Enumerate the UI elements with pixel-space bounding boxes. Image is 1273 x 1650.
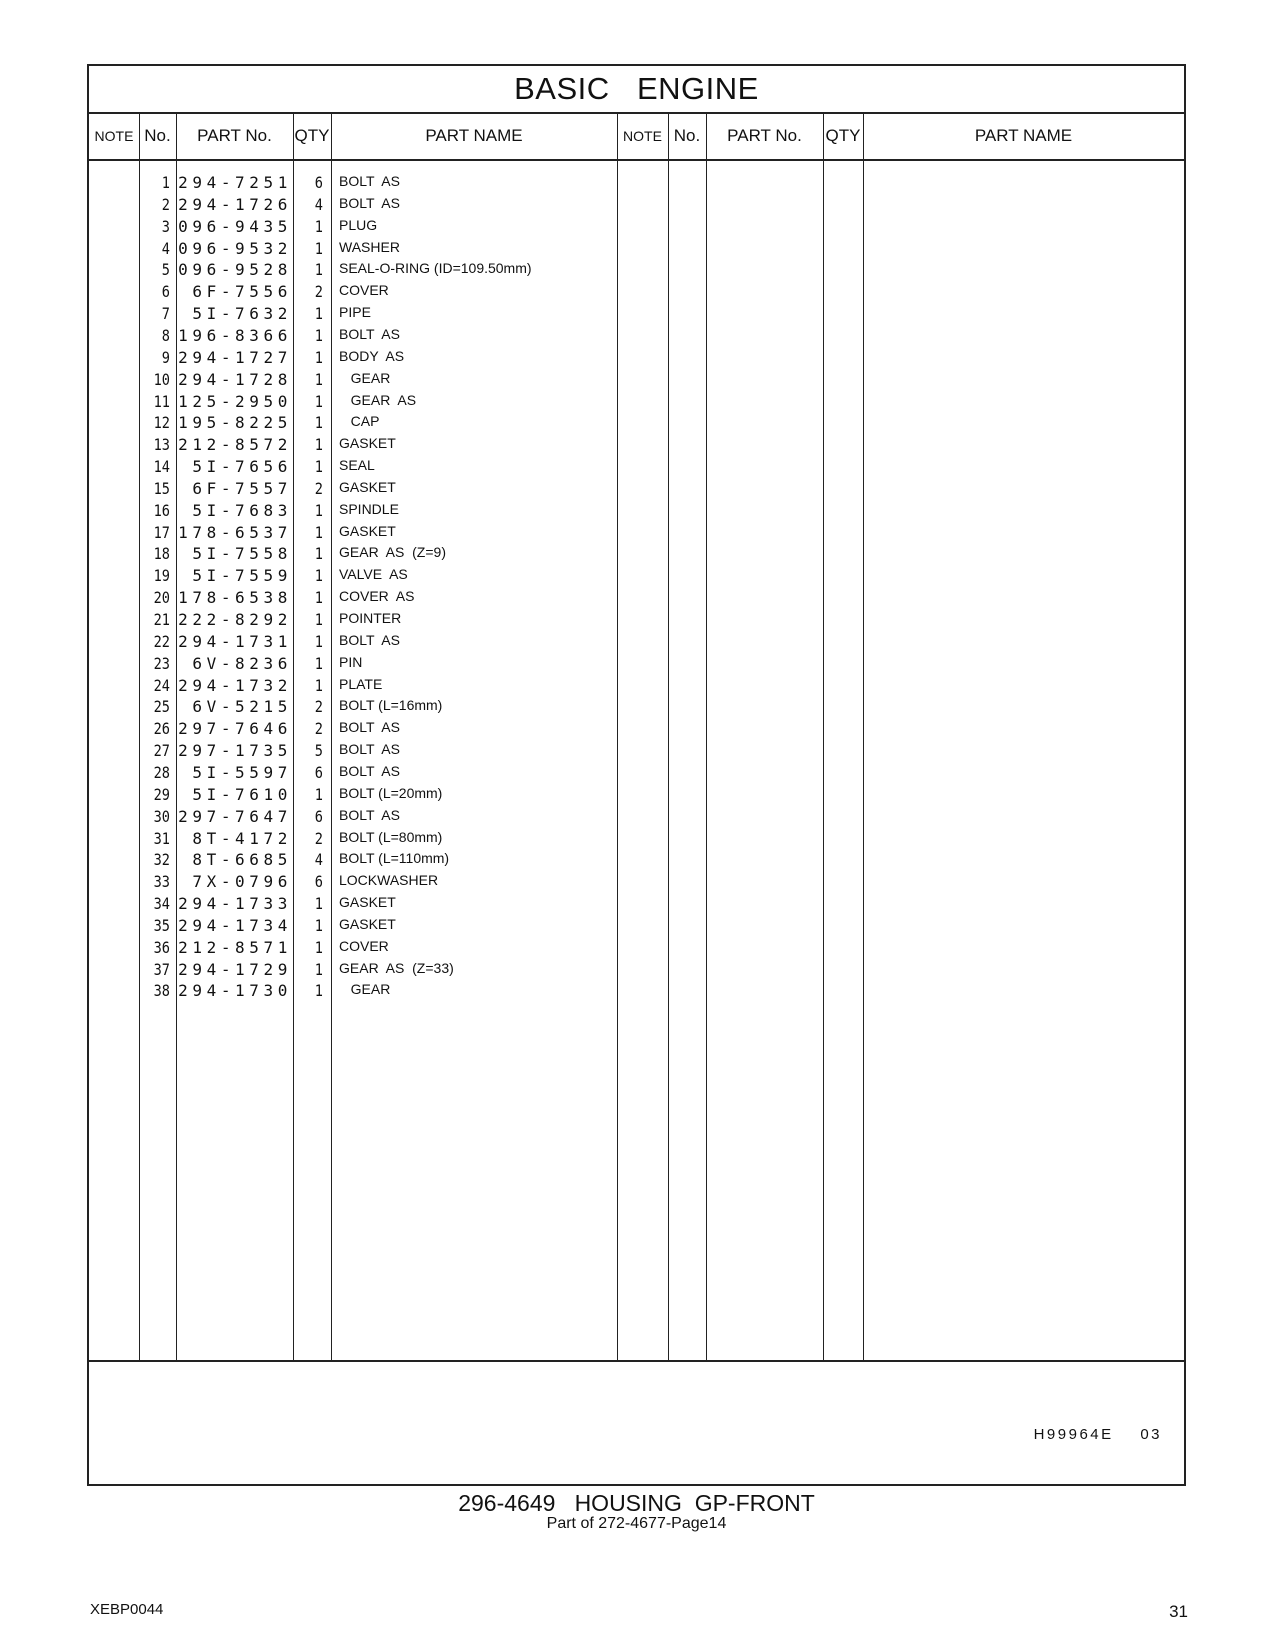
- table-row: [89, 171, 649, 194]
- part-name: BOLT AS: [339, 719, 400, 736]
- quantity: 1: [314, 304, 323, 324]
- part-name: COVER AS: [339, 588, 415, 605]
- part-number: 5I-7683: [192, 500, 292, 520]
- part-number: 6V-8236: [192, 653, 292, 673]
- part-name: GEAR AS: [339, 391, 417, 408]
- parts-table: [87, 64, 1186, 1486]
- table-row: [89, 739, 649, 762]
- header-note-left: NOTE: [94, 127, 134, 144]
- quantity: 1: [314, 588, 323, 608]
- quantity: 1: [314, 238, 323, 258]
- part-name: PLUG: [339, 216, 378, 233]
- quantity: 6: [314, 806, 323, 826]
- item-number: 32: [153, 850, 170, 870]
- table-row: [89, 783, 649, 806]
- part-number: 6F-7556: [192, 282, 292, 302]
- table-row: [89, 958, 649, 981]
- table-row: [89, 586, 649, 609]
- part-number: 222-8292: [178, 610, 292, 629]
- quantity: 4: [314, 194, 323, 214]
- parts-list: [89, 159, 1184, 1360]
- part-number: 6V-5215: [192, 697, 292, 717]
- quantity: 1: [314, 522, 323, 542]
- part-number: 212-8572: [178, 435, 292, 455]
- quantity: 1: [314, 894, 323, 914]
- publication-number: XEBP0044: [90, 1601, 164, 1618]
- part-name: COVER: [339, 937, 389, 954]
- table-footer-rule: [89, 1360, 1184, 1362]
- header-partno-left: PART No.: [197, 125, 272, 145]
- table-row: [89, 564, 649, 587]
- item-number: 7: [161, 304, 170, 324]
- item-number: 24: [153, 675, 170, 695]
- table-row: [89, 499, 649, 522]
- header-partno-right: PART No.: [727, 125, 802, 145]
- header-no-right: No.: [673, 125, 701, 145]
- part-name: BOLT (L=80mm): [339, 828, 443, 845]
- part-name: LOCKWASHER: [339, 872, 439, 889]
- quantity: 1: [314, 937, 323, 957]
- table-row: [89, 346, 649, 369]
- table-row: [89, 368, 649, 391]
- part-number: 5I-7559: [192, 566, 292, 586]
- table-row: [89, 411, 649, 434]
- table-row: [89, 280, 649, 303]
- item-number: 6: [161, 282, 170, 302]
- item-number: 3: [161, 216, 170, 236]
- table-row: [89, 193, 649, 216]
- document-code: H99964E 03: [1033, 1426, 1162, 1443]
- part-name: BOLT AS: [339, 325, 400, 342]
- quantity: 2: [314, 828, 323, 848]
- table-row: [89, 630, 649, 653]
- part-number: 297-7647: [178, 806, 292, 826]
- table-row: [89, 827, 649, 850]
- part-name: SEAL-O-RING (ID=109.50mm): [339, 260, 532, 277]
- quantity: 1: [314, 457, 323, 477]
- part-number: 125-2950: [178, 391, 292, 411]
- part-number: 294-1726: [178, 194, 292, 214]
- part-name: PIPE: [339, 304, 371, 321]
- item-number: 1: [161, 173, 170, 192]
- part-number: 196-8366: [178, 325, 292, 345]
- caption-title: 296-4649 HOUSING GP-FRONT: [458, 1490, 815, 1516]
- quantity: 1: [314, 915, 323, 935]
- table-row: [89, 870, 649, 893]
- part-name: GEAR AS (Z=33): [339, 959, 454, 976]
- part-number: 294-1727: [178, 347, 292, 367]
- part-number: 7X-0796: [192, 872, 292, 892]
- item-number: 15: [153, 478, 170, 498]
- item-number: 17: [153, 522, 170, 542]
- table-row: [89, 215, 649, 238]
- quantity: 1: [314, 566, 323, 586]
- part-number: 096-9532: [178, 238, 292, 258]
- header-qty-right: QTY: [825, 125, 861, 145]
- page-number: 31: [1169, 1602, 1188, 1621]
- header-partname-right: PART NAME: [974, 125, 1073, 145]
- item-number: 35: [153, 915, 170, 935]
- part-name: BOLT AS: [339, 806, 400, 823]
- table-row: [89, 761, 649, 784]
- item-number: 19: [153, 566, 170, 586]
- quantity: 4: [314, 850, 323, 870]
- quantity: 1: [314, 631, 323, 651]
- table-row: [89, 892, 649, 915]
- part-number: 096-9528: [178, 260, 292, 280]
- part-name: BODY AS: [339, 347, 405, 364]
- quantity: 2: [314, 282, 323, 302]
- part-number: 8T-6685: [192, 850, 292, 870]
- item-number: 16: [153, 500, 170, 520]
- quantity: 1: [314, 369, 323, 389]
- quantity: 1: [314, 675, 323, 695]
- part-name: BOLT (L=16mm): [339, 697, 443, 714]
- header-partname-left: PART NAME: [425, 125, 523, 145]
- table-row: [89, 608, 649, 631]
- quantity: 1: [314, 784, 323, 804]
- part-number: 294-1732: [178, 675, 292, 695]
- item-number: 27: [153, 741, 170, 761]
- item-number: 23: [153, 653, 170, 673]
- part-number: 294-1730: [178, 981, 292, 1001]
- item-number: 5: [161, 260, 170, 280]
- table-row: [89, 936, 649, 959]
- part-name: SPINDLE: [339, 500, 399, 517]
- part-name: BOLT (L=20mm): [339, 784, 443, 801]
- quantity: 2: [314, 719, 323, 739]
- item-number: 2: [161, 194, 170, 214]
- item-number: 18: [153, 544, 170, 564]
- part-name: BOLT AS: [339, 741, 400, 758]
- table-row: [89, 477, 649, 500]
- table-row: [89, 695, 649, 718]
- header-no-left: No.: [144, 125, 171, 145]
- part-number: 294-1733: [178, 894, 292, 914]
- item-number: 20: [153, 588, 170, 608]
- part-number: 5I-7632: [192, 304, 292, 324]
- item-number: 31: [153, 828, 170, 848]
- item-number: 12: [153, 413, 170, 433]
- quantity: 6: [314, 872, 323, 892]
- quantity: 1: [314, 500, 323, 520]
- part-number: 297-7646: [178, 719, 292, 739]
- header-row: [89, 112, 1184, 161]
- quantity: 1: [314, 435, 323, 455]
- part-number: 294-1731: [178, 631, 292, 651]
- table-row: [89, 914, 649, 937]
- part-name: CAP: [339, 413, 380, 430]
- part-name: BOLT AS: [339, 173, 400, 189]
- part-number: 6F-7557: [192, 478, 292, 498]
- quantity: 1: [314, 653, 323, 673]
- part-name: GASKET: [339, 915, 396, 932]
- table-row: [89, 979, 649, 1002]
- item-number: 28: [153, 762, 170, 782]
- item-number: 30: [153, 806, 170, 826]
- part-number: 8T-4172: [192, 828, 292, 848]
- item-number: 9: [161, 347, 170, 367]
- item-number: 11: [153, 391, 170, 411]
- table-row: [89, 433, 649, 456]
- part-name: PIN: [339, 653, 363, 670]
- quantity: 1: [314, 959, 323, 979]
- item-number: 36: [153, 937, 170, 957]
- part-name: VALVE AS: [339, 566, 408, 583]
- quantity: 1: [314, 216, 323, 236]
- item-number: 4: [161, 238, 170, 258]
- item-number: 13: [153, 435, 170, 455]
- quantity: 6: [314, 762, 323, 782]
- part-number: 5I-7656: [192, 457, 292, 477]
- quantity: 1: [314, 981, 323, 1001]
- part-name: BOLT AS: [339, 631, 400, 648]
- item-number: 14: [153, 457, 170, 477]
- part-number: 294-1728: [178, 369, 292, 389]
- part-name: POINTER: [339, 610, 402, 626]
- part-number: 294-1729: [178, 959, 292, 979]
- part-name: COVER: [339, 282, 389, 299]
- item-number: 22: [153, 631, 170, 651]
- part-name: GASKET: [339, 435, 396, 452]
- part-number: 294-7251: [178, 173, 292, 192]
- item-number: 25: [153, 697, 170, 717]
- part-name: GEAR: [339, 981, 391, 998]
- part-number: 178-6538: [178, 588, 292, 608]
- header-qty-left: QTY: [294, 125, 330, 145]
- table-row: [89, 258, 649, 281]
- table-row: [89, 805, 649, 828]
- item-number: 34: [153, 894, 170, 914]
- table-row: [89, 652, 649, 675]
- part-number: 195-8225: [178, 413, 292, 433]
- part-number: 5I-7558: [192, 544, 292, 564]
- quantity: 1: [314, 325, 323, 345]
- quantity: 1: [314, 260, 323, 280]
- item-number: 29: [153, 784, 170, 804]
- table-title: BASIC ENGINE: [514, 71, 759, 106]
- item-number: 33: [153, 872, 170, 892]
- item-number: 10: [153, 369, 170, 389]
- part-number: 294-1734: [178, 915, 292, 935]
- part-name: BOLT AS: [339, 762, 400, 779]
- table-row: [89, 542, 649, 565]
- part-name: PLATE: [339, 675, 383, 692]
- item-number: 8: [161, 325, 170, 345]
- item-number: 21: [153, 610, 170, 629]
- part-name: WASHER: [339, 238, 400, 255]
- part-name: SEAL: [339, 457, 375, 474]
- part-number: 5I-7610: [192, 784, 292, 804]
- quantity: 1: [314, 347, 323, 367]
- quantity: 1: [314, 544, 323, 564]
- quantity: 6: [314, 173, 323, 192]
- part-name: GASKET: [339, 478, 396, 495]
- table-row: [89, 390, 649, 413]
- part-name: BOLT AS: [339, 194, 400, 211]
- caption-subtitle: Part of 272-4677-Page14: [546, 1515, 727, 1532]
- table-row: [89, 848, 649, 871]
- part-number: 096-9435: [178, 216, 292, 236]
- table-row: [89, 302, 649, 325]
- part-name: GEAR AS (Z=9): [339, 544, 446, 561]
- quantity: 2: [314, 697, 323, 717]
- part-number: 297-1735: [178, 741, 292, 761]
- table-row: [89, 521, 649, 544]
- item-number: 37: [153, 959, 170, 979]
- part-name: GEAR: [339, 369, 391, 386]
- header-note-right: NOTE: [623, 127, 662, 144]
- item-number: 26: [153, 719, 170, 739]
- table-row: [89, 674, 649, 697]
- table-row: [89, 237, 649, 260]
- part-name: GASKET: [339, 522, 396, 539]
- figure-caption: [0, 1490, 1273, 1533]
- quantity: 1: [314, 610, 323, 629]
- table-title-band: [89, 66, 1184, 114]
- table-row: [89, 717, 649, 740]
- quantity: 2: [314, 478, 323, 498]
- part-number: 5I-5597: [192, 762, 292, 782]
- quantity: 1: [314, 413, 323, 433]
- part-name: GASKET: [339, 894, 396, 911]
- quantity: 1: [314, 391, 323, 411]
- part-name: BOLT (L=110mm): [339, 850, 450, 867]
- part-number: 212-8571: [178, 937, 292, 957]
- table-row: [89, 324, 649, 347]
- quantity: 5: [314, 741, 323, 761]
- table-row: [89, 455, 649, 478]
- part-number: 178-6537: [178, 522, 292, 542]
- item-number: 38: [153, 981, 170, 1001]
